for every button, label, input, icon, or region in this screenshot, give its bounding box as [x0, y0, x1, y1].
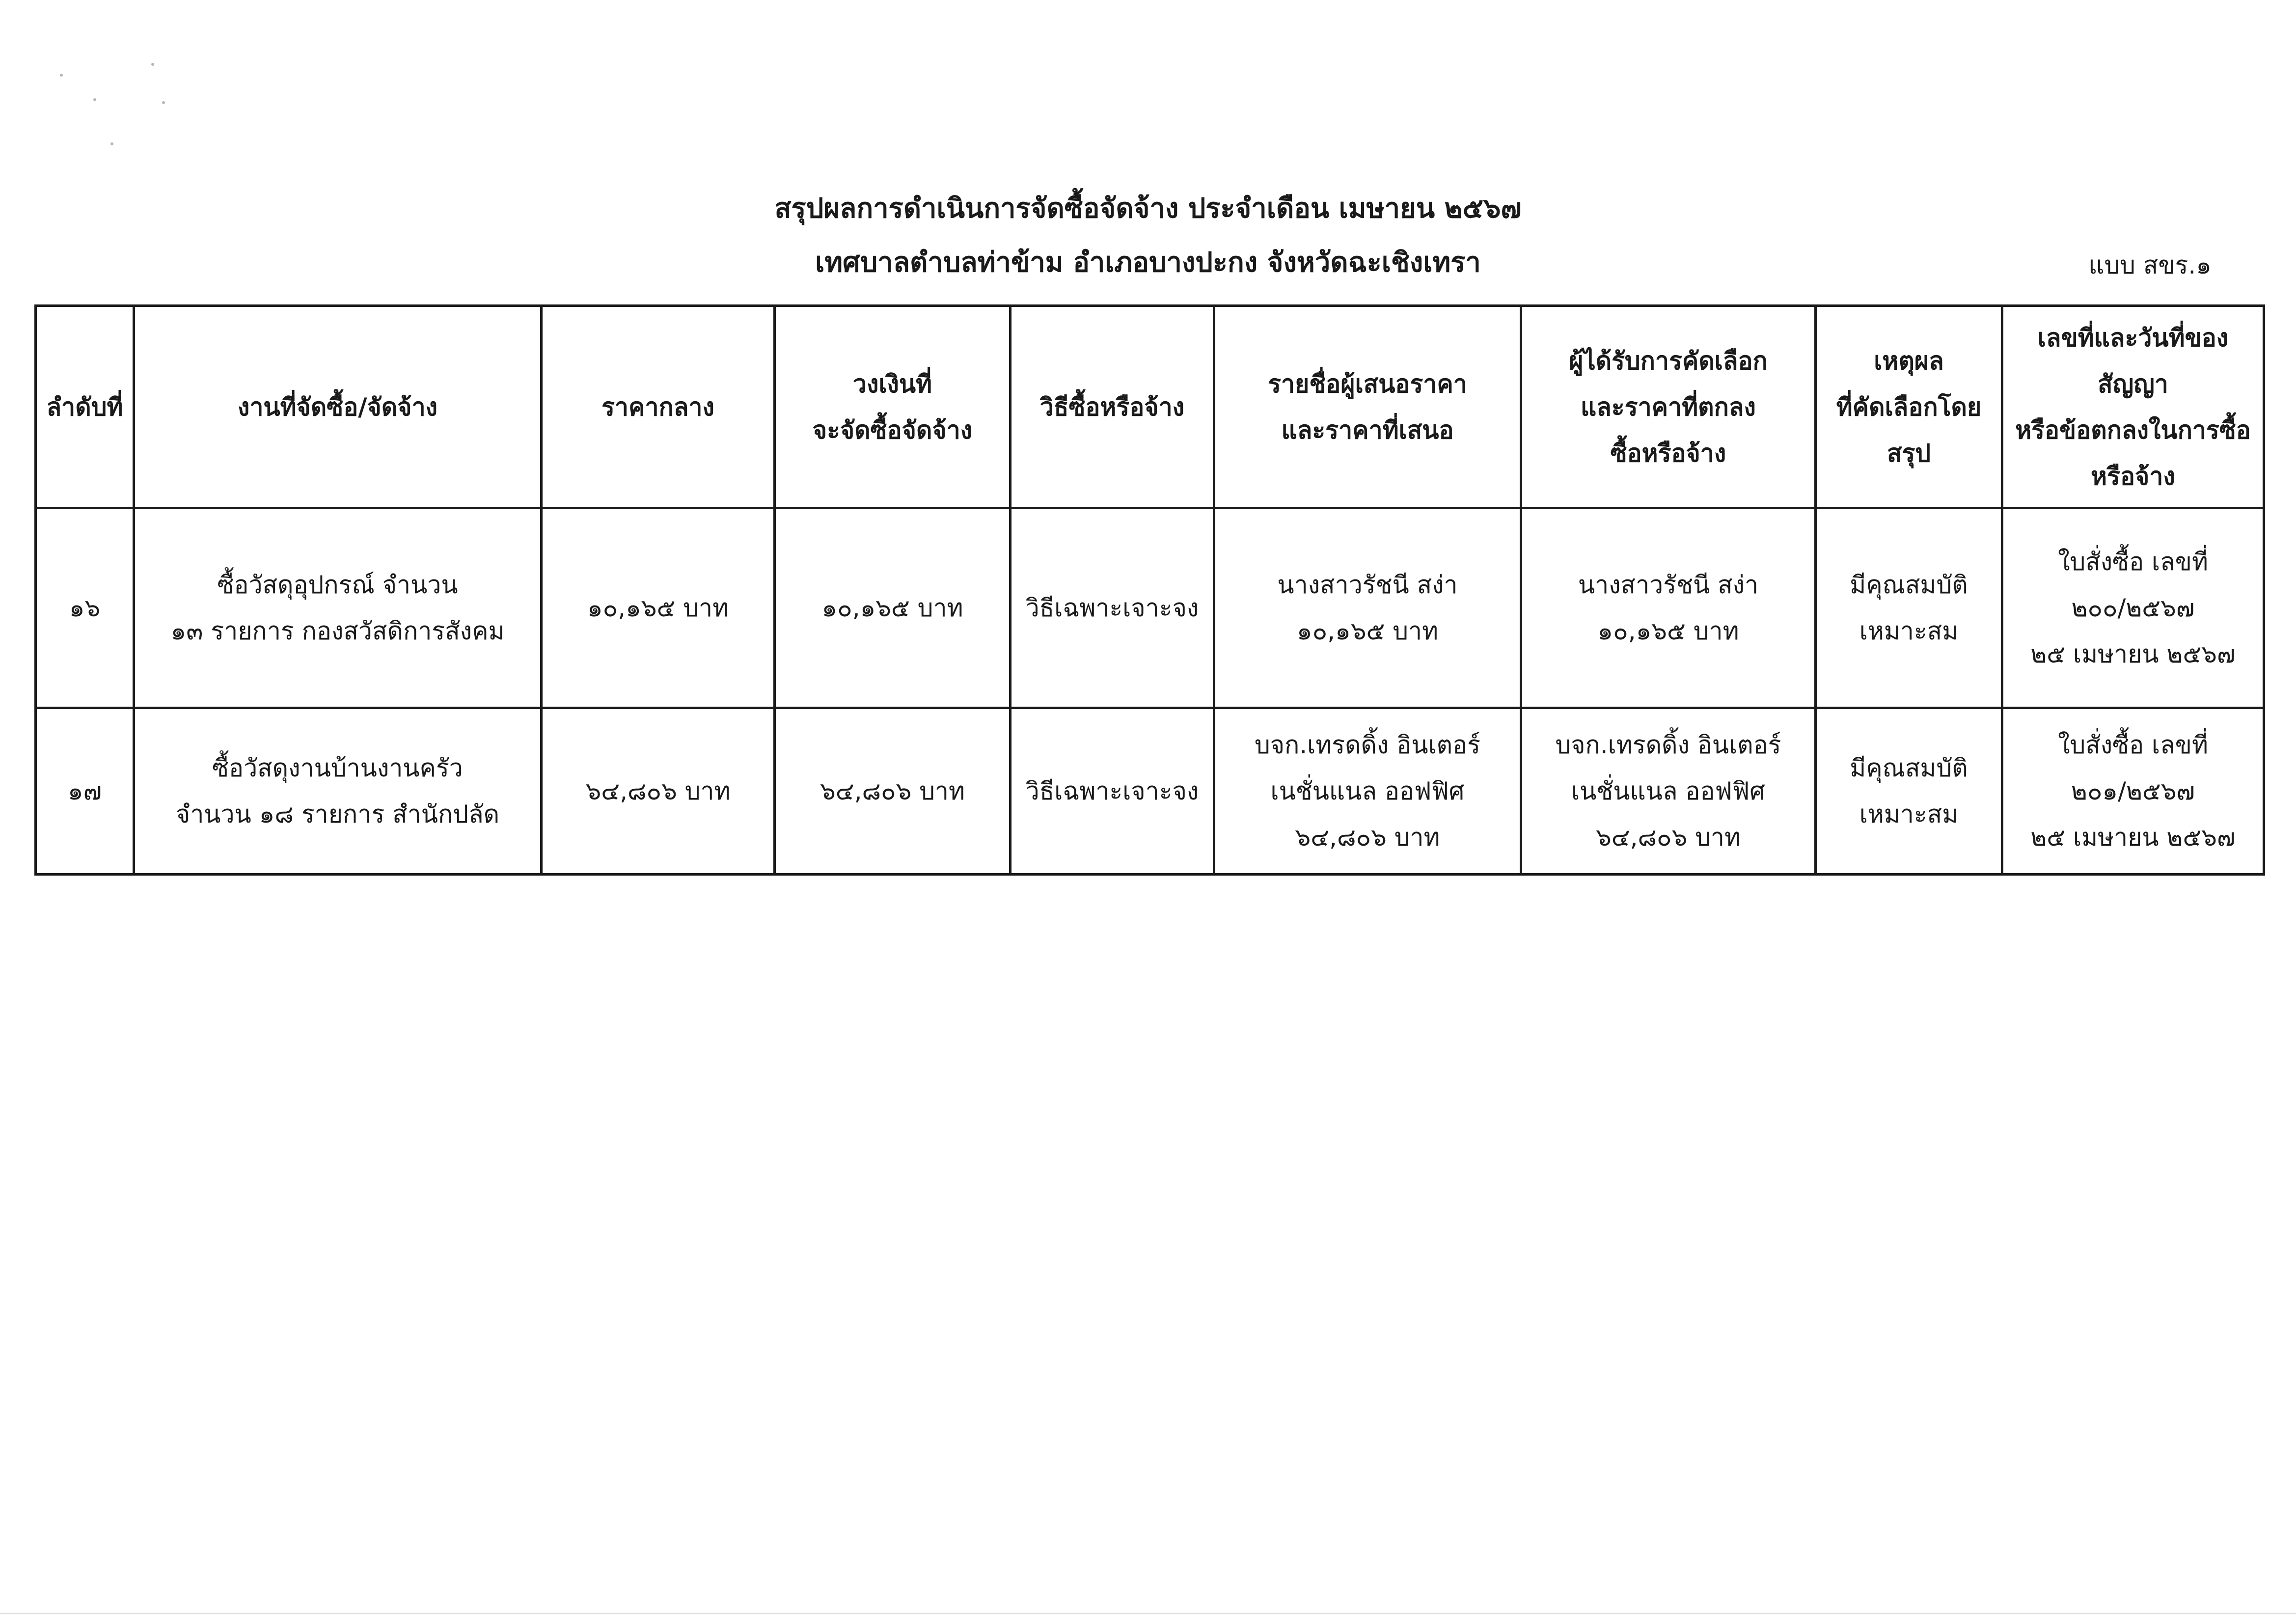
col-header-median-price: ราคากลาง [542, 306, 775, 508]
title-line-1: สรุปผลการดำเนินการจัดซื้อจัดจ้าง ประจำเดือน เมษายน ๒๕๖๗ [774, 193, 1522, 224]
col-header-selected: ผู้ได้รับการคัดเลือก และราคาที่ตกลง ซื้อหรือจ้าง [1521, 306, 1816, 508]
cell-median-price: ๖๔,๘๐๖ บาท [542, 708, 775, 875]
scan-speck [151, 63, 154, 66]
col-header-reason: เหตุผล ที่คัดเลือกโดย สรุป [1816, 306, 2002, 508]
scan-speck [110, 142, 113, 145]
cell-budget: ๖๔,๘๐๖ บาท [775, 708, 1011, 875]
cell-selected: นางสาวรัชนี สง่า ๑๐,๑๖๕ บาท [1521, 508, 1816, 708]
col-header-no: ลำดับที่ [36, 306, 134, 508]
cell-item: ซื้อวัสดุงานบ้านงานครัว จำนวน ๑๘ รายการ สำนักปลัด [134, 708, 542, 875]
title-line-2: เทศบาลตำบลท่าข้าม อำเภอบางปะกง จังหวัดฉะเชิงเทรา [815, 247, 1481, 278]
cell-contract: ใบสั่งซื้อ เลขที่ ๒๐๑/๒๕๖๗ ๒๕ เมษายน ๒๕๖๗ [2002, 708, 2264, 875]
cell-bidders: บจก.เทรดดิ้ง อินเตอร์ เนชั่นแนล ออฟฟิศ ๖๔,๘๐๖ บาท [1214, 708, 1521, 875]
procurement-table [34, 304, 2265, 876]
scan-speck [60, 74, 63, 77]
cell-median-price: ๑๐,๑๖๕ บาท [542, 508, 775, 708]
col-header-budget: วงเงินที่ จะจัดซื้อจัดจ้าง [775, 306, 1011, 508]
form-code: แบบ สขร.๑ [2088, 251, 2212, 279]
cell-method: วิธีเฉพาะเจาะจง [1011, 508, 1214, 708]
cell-reason: มีคุณสมบัติ เหมาะสม [1816, 708, 2002, 875]
table-header-row [36, 306, 2264, 508]
cell-budget: ๑๐,๑๖๕ บาท [775, 508, 1011, 708]
cell-contract: ใบสั่งซื้อ เลขที่ ๒๐๐/๒๕๖๗ ๒๕ เมษายน ๒๕๖๗ [2002, 508, 2264, 708]
col-header-item: งานที่จัดซื้อ/จัดจ้าง [134, 306, 542, 508]
document-title [0, 182, 2296, 290]
scan-edge-line [0, 1613, 2296, 1614]
col-header-bidders: รายชื่อผู้เสนอราคา และราคาที่เสนอ [1214, 306, 1521, 508]
cell-selected: บจก.เทรดดิ้ง อินเตอร์ เนชั่นแนล ออฟฟิศ ๖๔,๘๐๖ บาท [1521, 708, 1816, 875]
table-row [36, 508, 2264, 708]
cell-no: ๑๖ [36, 508, 134, 708]
scan-speck [162, 101, 165, 104]
cell-method: วิธีเฉพาะเจาะจง [1011, 708, 1214, 875]
cell-bidders: นางสาวรัชนี สง่า ๑๐,๑๖๕ บาท [1214, 508, 1521, 708]
cell-item: ซื้อวัสดุอุปกรณ์ จำนวน ๑๓ รายการ กองสวัสดิการสังคม [134, 508, 542, 708]
cell-reason: มีคุณสมบัติ เหมาะสม [1816, 508, 2002, 708]
table-row [36, 708, 2264, 875]
cell-no: ๑๗ [36, 708, 134, 875]
col-header-method: วิธีซื้อหรือจ้าง [1011, 306, 1214, 508]
col-header-contract: เลขที่และวันที่ของ สัญญา หรือข้อตกลงในการซื้อ หรือจ้าง [2002, 306, 2264, 508]
scan-speck [93, 98, 96, 101]
